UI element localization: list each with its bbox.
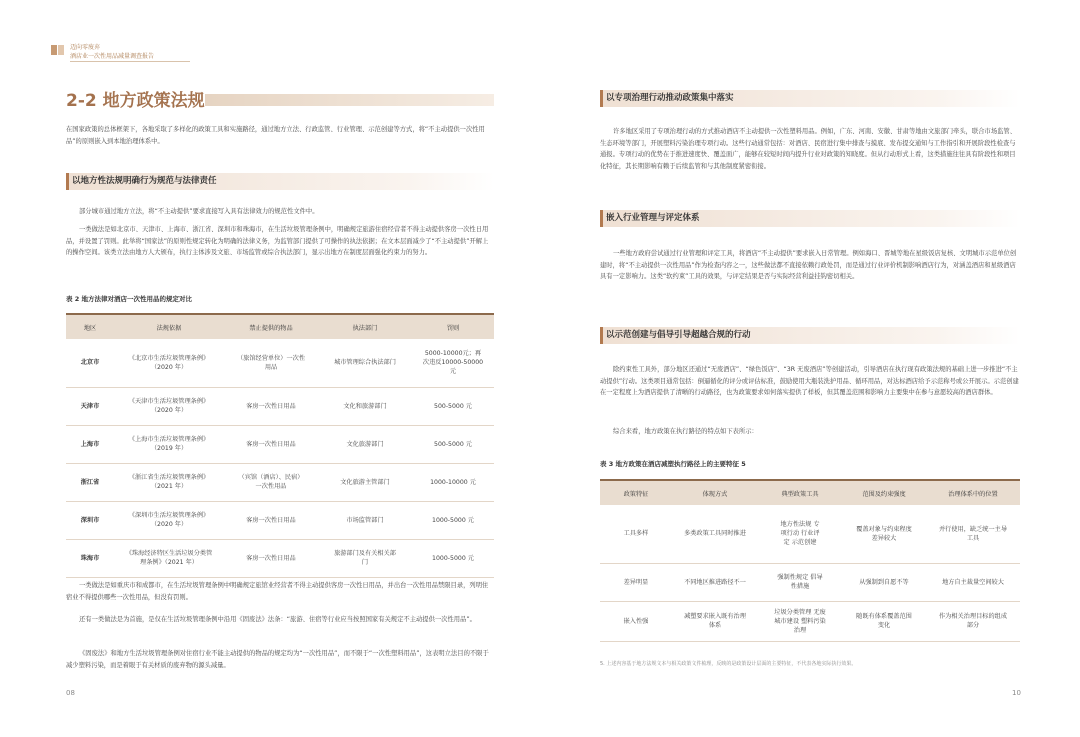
table-cell: 浙江省 bbox=[66, 463, 114, 501]
subheading-industry-management: 嵌入行业管理与评定体系 bbox=[600, 210, 700, 227]
column-header: 地区 bbox=[66, 315, 114, 339]
table-cell: 《天津市生活垃圾管理条例》（2020 年） bbox=[114, 387, 224, 425]
subheading-local-laws: 以地方性法规明确行为规范与法律责任 bbox=[66, 173, 217, 190]
subheading-demonstration: 以示范创建与倡导引导超越合规的行动 bbox=[600, 327, 751, 344]
table-cell: 嵌入性强 bbox=[600, 601, 672, 641]
table-cell: 客房一次性日用品 bbox=[224, 539, 318, 577]
table-cell: 强制性规定 倡导性措施 bbox=[758, 563, 842, 601]
table-header-row bbox=[66, 315, 494, 339]
table-cell: 珠海市 bbox=[66, 539, 114, 577]
table-row bbox=[66, 501, 494, 539]
column-header: 体现方式 bbox=[672, 481, 758, 505]
table-row bbox=[66, 539, 494, 577]
table-cell: 文化旅游部门 bbox=[318, 425, 412, 463]
table-3-policy-features bbox=[600, 481, 1020, 642]
table-cell: 《上海市生活垃圾管理条例》（2019 年） bbox=[114, 425, 224, 463]
page-number-left: 08 bbox=[66, 689, 75, 697]
table-row bbox=[66, 387, 494, 425]
column-header: 典型政策工具 bbox=[758, 481, 842, 505]
table-row bbox=[600, 505, 1020, 563]
table-cell: 随既有体系覆盖范围变化 bbox=[842, 601, 926, 641]
table-header-row bbox=[600, 481, 1020, 505]
footnote: 5. 上述内容基于地方法规文本与相关政策文件梳理，反映的是政策设计层面的主要特征，不代表各地实际执行效果。 bbox=[600, 661, 857, 667]
column-header: 法规依据 bbox=[114, 315, 224, 339]
paragraph-third-approach: 还有一类做法是为首施，是仅在生活垃圾管理条例中沿用《固废法》法条：“旅游、住宿等行业应当按照国家有关规定不主动提供一次性用品”。 bbox=[79, 616, 476, 623]
table-row bbox=[66, 463, 494, 501]
table-cell: 深圳市 bbox=[66, 501, 114, 539]
header-divider bbox=[70, 61, 190, 62]
table-2-caption: 表 2 地方法律对酒店一次性用品的规定对比 bbox=[66, 295, 193, 303]
table-cell: 城市管理综合执法部门 bbox=[318, 339, 412, 387]
table-cell: 旅游部门及有关相关部门 bbox=[318, 539, 412, 577]
section-title: 2-2 地方政策法规 bbox=[66, 91, 205, 111]
table-cell: 《深圳市生活垃圾管理条例》（2020 年） bbox=[114, 501, 224, 539]
table-cell: 垃圾分类管理 无废城市建设 塑料污染治理 bbox=[758, 601, 842, 641]
table-cell: 不同地区推进路径不一 bbox=[672, 563, 758, 601]
table-cell: 《珠海经济特区生活垃圾分类管理条例》（2021 年） bbox=[114, 539, 224, 577]
table-cell: 文化旅游主管部门 bbox=[318, 463, 412, 501]
table-row bbox=[600, 563, 1020, 601]
table-cell: 客房一次性日用品 bbox=[224, 501, 318, 539]
paragraph-local-legislation: 部分城市通过地方立法，将“不主动提供”要求直接写入具有法律效力的规范性文件中。 bbox=[79, 208, 319, 215]
paragraph-solid-waste-law: 《固废法》和地方生活垃圾管理条例对住宿行业不能主动提供的物品的规定均为“一次性用品”，而不限于“一次性塑料用品”，这表明立法目的不限于减少塑料污染，而是着眼于有关材质的废弃物的源头减量。 bbox=[66, 650, 489, 669]
table-cell: 北京市 bbox=[66, 339, 114, 387]
column-header: 罚则 bbox=[412, 315, 494, 339]
table-2-regulations bbox=[66, 315, 494, 578]
header-line-1: 迈向零废弃 bbox=[70, 44, 101, 51]
table-cell: 从强制到自愿不等 bbox=[842, 563, 926, 601]
table-row bbox=[66, 339, 494, 387]
table-cell: 地方自主裁量空间较大 bbox=[926, 563, 1020, 601]
paragraph-second-approach: 一类做法是如重庆市和成都市，在生活垃圾管理条例中明确规定旅馆业经营者不得主动提供客房一次性日用品，并出台一次性用品禁限目录，列明住宿业不得提供哪些一次性用品，但没有罚则。 bbox=[66, 582, 489, 601]
table-cell: 客房一次性日用品 bbox=[224, 387, 318, 425]
table-cell: 天津市 bbox=[66, 387, 114, 425]
header-line-2: 酒店业一次性用品减量调查报告 bbox=[70, 53, 155, 60]
table-cell: 1000-5000 元 bbox=[412, 501, 494, 539]
paragraph-first-approach: 一类做法是如北京市、天津市、上海市、浙江省、深圳市和珠海市，在生活垃圾管理条例中，明确规定旅游住宿经营者不得主动提供客房一次性日用品，并设置了罚则。此举将“国家法”的原则性规定转化为明确的法律义务，为监管部门提供了可操作的执法依据；在文本层面减少了“不主动提供”开解上的操作空间。该类立法由地方人大颁布，执行主体涉及文旅、市场监管或综合执法部门，显示出地方在制度层面强化约束力的努力。 bbox=[66, 226, 489, 256]
table-cell: 500-5000 元 bbox=[412, 387, 494, 425]
paragraph-summary: 综合来看，地方政策在执行路径的特点如下表所示： bbox=[613, 428, 758, 435]
table-cell: （宾馆（酒店）、民宿）一次性用品 bbox=[224, 463, 318, 501]
paragraph-demonstration: 除约束性工具外，部分地区还通过“无废酒店”、“绿色饭店”、“3R 无废酒店”等创建活动，引导酒店在执行现有政策法规的基础上进一步推进“不主动提供”行动。这类项目通常包括：倒逼循化的评分或评估标准，鼓励使用大瓶装洗护用品、循环用品，对达标酒店给予示范称号或公开展示。示范创建在一定程度上为酒店提供了清晰的行动路径，也为政策要求如何落实提供了样板，但其覆盖范围和影响力主要集中在参与意愿较高的酒店群体。 bbox=[600, 366, 1019, 396]
table-cell: 客房一次性日用品 bbox=[224, 425, 318, 463]
column-header: 执法部门 bbox=[318, 315, 412, 339]
table-cell: 并行使用，缺乏统一主导工具 bbox=[926, 505, 1020, 563]
table-cell: 差异明显 bbox=[600, 563, 672, 601]
paragraph-industry-management: 一些地方政府尝试通过行业管理和评定工具，将酒店“不主动提供”要求嵌入日常管理。例如海口、晋城等地在星级饭店复核、文明城市示范单位创建时，将“不主动提供一次性用品”作为检查内容之一，这些做法都不直接依赖行政处罚，而是通过行业评价机制影响酒店行为，对涵盖酒店和星级酒店具有一定影响力。这类“软约束”工具的效果，与评定结果是否与实际经营利益挂钩密切相关。 bbox=[600, 250, 1017, 280]
table-cell: 地方性法规 专项行动 行业评定 示范创建 bbox=[758, 505, 842, 563]
leaf-logo-icon bbox=[50, 43, 66, 57]
table-cell: 减塑要求嵌入既有治理体系 bbox=[672, 601, 758, 641]
table-cell: 《北京市生活垃圾管理条例》（2020 年） bbox=[114, 339, 224, 387]
table-cell: 多类政策工具同时推进 bbox=[672, 505, 758, 563]
table-row bbox=[66, 425, 494, 463]
table-cell: 1000-5000 元 bbox=[412, 539, 494, 577]
table-cell: 市场监管部门 bbox=[318, 501, 412, 539]
column-header: 禁止提供的物品 bbox=[224, 315, 318, 339]
table-3-caption: 表 3 地方政策在酒店减塑执行路径上的主要特征 5 bbox=[600, 460, 746, 468]
table-cell: （旅馆经营单位）一次性用品 bbox=[224, 339, 318, 387]
table-cell: 文化和旅游部门 bbox=[318, 387, 412, 425]
section-title-bar bbox=[205, 94, 494, 106]
table-cell: 作为相关治理目标的组成部分 bbox=[926, 601, 1020, 641]
table-cell: 上海市 bbox=[66, 425, 114, 463]
table-row bbox=[600, 601, 1020, 641]
table-cell: 5000-10000元；再次违反10000-50000 元 bbox=[412, 339, 494, 387]
intro-paragraph: 在国家政策的总体框架下，各地采取了多样化的政策工具和实施路径，通过地方立法、行政监管、行业管理、示范创建等方式，将“不主动提供一次性用品”的原则嵌入到本地治理体系中。 bbox=[66, 126, 485, 145]
column-header: 范围及约束强度 bbox=[842, 481, 926, 505]
table-cell: 500-5000 元 bbox=[412, 425, 494, 463]
table-cell: 《浙江省生活垃圾管理条例》（2021 年） bbox=[114, 463, 224, 501]
table-cell: 工具多样 bbox=[600, 505, 672, 563]
table-cell: 1000-10000 元 bbox=[412, 463, 494, 501]
column-header: 政策特征 bbox=[600, 481, 672, 505]
report-header bbox=[50, 40, 210, 70]
subheading-special-campaigns: 以专项治理行动推动政策集中落实 bbox=[600, 90, 734, 107]
column-header: 治理体系中的位置 bbox=[926, 481, 1020, 505]
page-number-right: 10 bbox=[1012, 689, 1021, 697]
table-cell: 覆盖对象与约束程度差异较大 bbox=[842, 505, 926, 563]
paragraph-special-campaigns: 许多地区采用了专项治理行动的方式推动酒店不主动提供一次性塑料用品。例如，广东、河南、安徽、甘肃等地由文旅部门牵头，联合市场监管、生态环境等部门，开展塑料污染治理专项行动。这些行动通常包括：对酒店、民宿进行集中排查与摸底、发布提交通知与工作指引和开展阶段性检查与通报。专项行动的优势在于推进速度快、覆盖面广，能够在较短时间内提升行业对政策的知晓度。但从行动形式上看，这类措施往往具有阶段性和项目化特征，其长期影响有赖于后续监管和与其他制度紧密衔接。 bbox=[600, 128, 1016, 170]
